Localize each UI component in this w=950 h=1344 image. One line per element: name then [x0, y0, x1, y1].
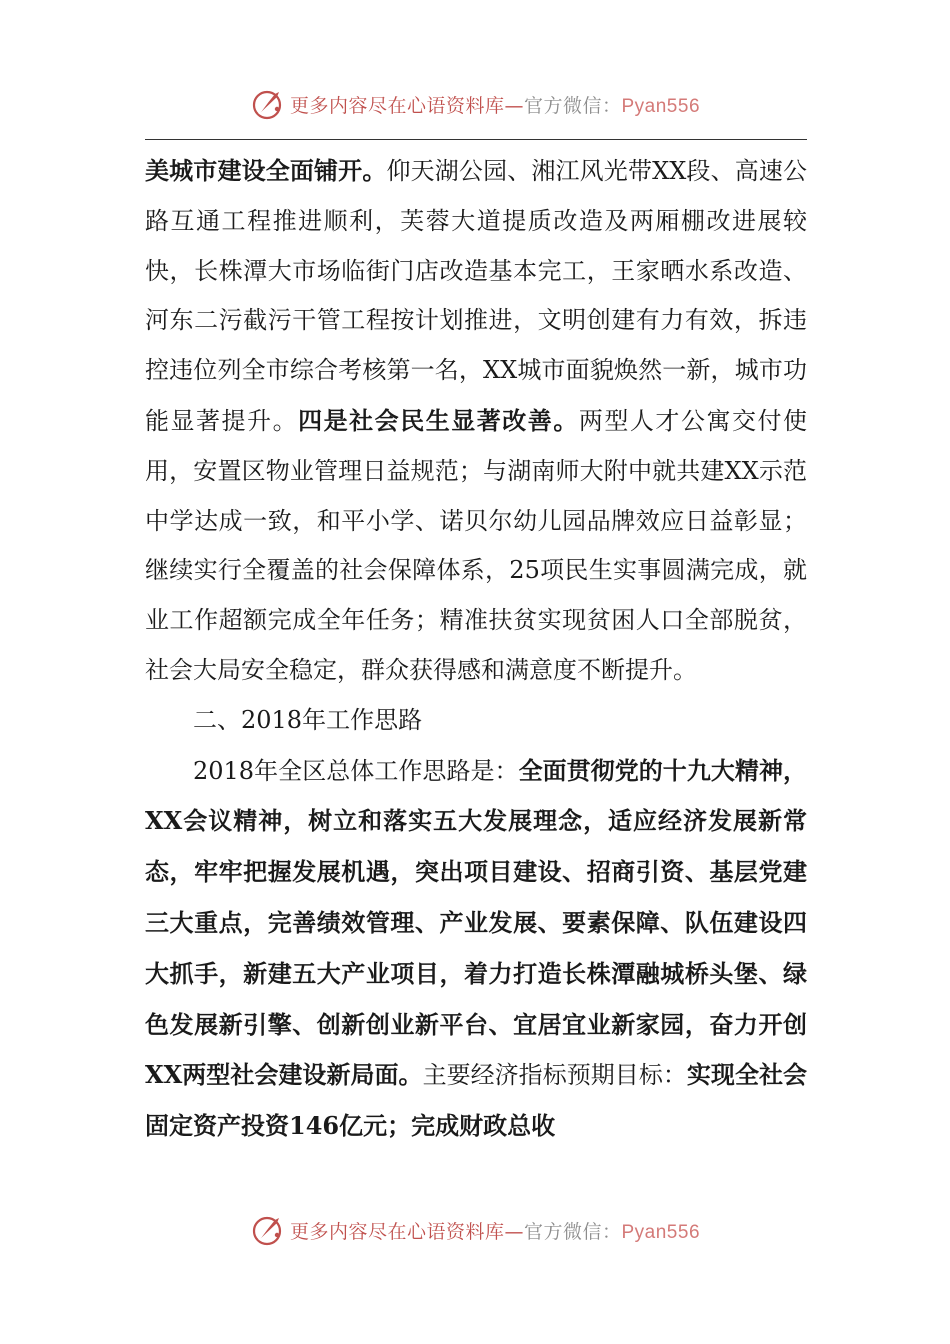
header-divider: [145, 139, 807, 140]
banner-wechat-label: 官方微信：: [523, 94, 622, 117]
quill-logo-icon: [250, 86, 286, 122]
bold-phrase: 实现全社会固定资产投资146亿元；完成财政总收: [145, 1060, 808, 1141]
body-text: 仰天湖公园、湘江风光带XX段、高速公路互通工程推进顺利，芙蓉大道提质改造及两厢棚改进展较快，长株潭大市场临街门店改造基本完工，王家晒水系改造、河东二污截污干管工程按计划推进，文明创建有力有效，拆违控违位列全市综合考核第一名，XX城市面貌焕然一新，城市功能显著提升。: [145, 157, 808, 435]
banner-account: Pyan556: [621, 95, 701, 117]
document-body: [145, 146, 807, 1152]
body-text: 2018年全区总体工作思路是：: [193, 756, 519, 785]
body-text: 两型人才公寓交付使用，安置区物业管理日益规范；与湖南师大附中就共建XX示范中学达成一致，和平小学、诺贝尔幼儿园品牌效应日益彰显；继续实行全覆盖的社会保障体系，25项民生实事圆满完成，就业工作超额完成全年任务；精准扶贫实现贫困人口全部脱贫，社会大局安全稳定，群众获得感和满意度不断提升。: [145, 406, 808, 684]
banner-dash: —: [504, 94, 524, 117]
banner-brand: 更多内容尽在心语资料库: [289, 94, 505, 117]
bold-phrase: 四是社会民生显著改善。: [298, 405, 579, 435]
quill-logo-icon: [250, 1212, 286, 1248]
footer-watermark: [0, 1210, 950, 1250]
section-heading: 二、2018年工作思路: [193, 705, 423, 734]
paragraph-work-plan: [145, 746, 807, 1152]
body-text: 主要经济指标预期目标：: [422, 1061, 687, 1090]
banner-dash: —: [504, 1220, 524, 1243]
banner-account: Pyan556: [621, 1221, 701, 1243]
header-watermark: [0, 84, 950, 124]
bold-phrase: 全面贯彻党的十九大精神，XX会议精神，树立和落实五大发展理念，适应经济发展新常态，牢牢把握发展机遇，突出项目建设、招商引资、基层党建三大重点，完善绩效管理、产业发展、要素保障、队伍建设四大抓手，新建五大产业项目，着力打造长株潭融城桥头堡、绿色发展新引擎、创新创业新平台、宜居宜业新家园，奋力开创XX两型社会建设新局面。: [145, 755, 808, 1090]
banner-wechat-label: 官方微信：: [523, 1220, 622, 1243]
paragraph-urban-livelihood: [145, 146, 807, 696]
bold-phrase: 美城市建设全面铺开。: [145, 156, 387, 185]
banner-brand: 更多内容尽在心语资料库: [289, 1220, 505, 1243]
